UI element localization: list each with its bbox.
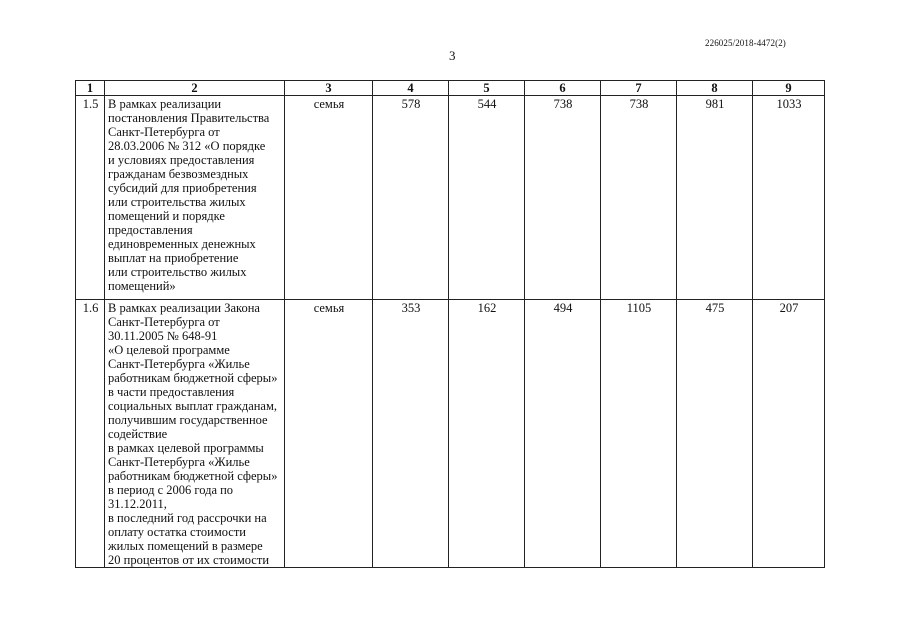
row-value: 353	[373, 300, 449, 568]
row-value: 544	[449, 96, 525, 300]
column-header: 9	[753, 81, 825, 96]
row-description: В рамках реализации Закона Санкт-Петербурга от 30.11.2005 № 648-91 «О целевой программе Санкт-Петербурга «Жилье работникам бюджетной сферы» в части предоставления социальных выплат гражданам, получившим государственное содействие в рамках целевой программы Санкт-Петербурга «Жилье работникам бюджетной сферы» в период с 2006 года по 31.12.2011, в последний год рассрочки на оплату остатка стоимости жилых помещений в размере 20 процентов от их стоимости	[105, 300, 285, 568]
column-header: 6	[525, 81, 601, 96]
column-header: 7	[601, 81, 677, 96]
row-value: 1033	[753, 96, 825, 300]
row-unit: семья	[285, 300, 373, 568]
row-value: 1105	[601, 300, 677, 568]
row-value: 162	[449, 300, 525, 568]
data-table	[75, 80, 825, 568]
row-value: 578	[373, 96, 449, 300]
row-description: В рамках реализации постановления Правительства Санкт-Петербурга от 28.03.2006 № 312 «О порядке и условиях предоставления гражданам безвозмездных субсидий для приобретения или строительства жилых помещений и порядке предоставления единовременных денежных выплат на приобретение или строительство жилых помещений»	[105, 96, 285, 300]
row-number: 1.6	[76, 300, 105, 568]
table-row	[76, 96, 825, 300]
row-number: 1.5	[76, 96, 105, 300]
row-value: 494	[525, 300, 601, 568]
table-header-row	[76, 81, 825, 96]
column-header: 8	[677, 81, 753, 96]
row-value: 738	[601, 96, 677, 300]
column-header: 4	[373, 81, 449, 96]
row-value: 207	[753, 300, 825, 568]
row-value: 475	[677, 300, 753, 568]
column-header: 2	[105, 81, 285, 96]
column-header: 1	[76, 81, 105, 96]
document-code: 226025/2018-4472(2)	[705, 38, 786, 48]
table-row	[76, 300, 825, 568]
row-value: 981	[677, 96, 753, 300]
row-value: 738	[525, 96, 601, 300]
row-unit: семья	[285, 96, 373, 300]
column-header: 3	[285, 81, 373, 96]
page-number: 3	[449, 48, 456, 63]
column-header: 5	[449, 81, 525, 96]
